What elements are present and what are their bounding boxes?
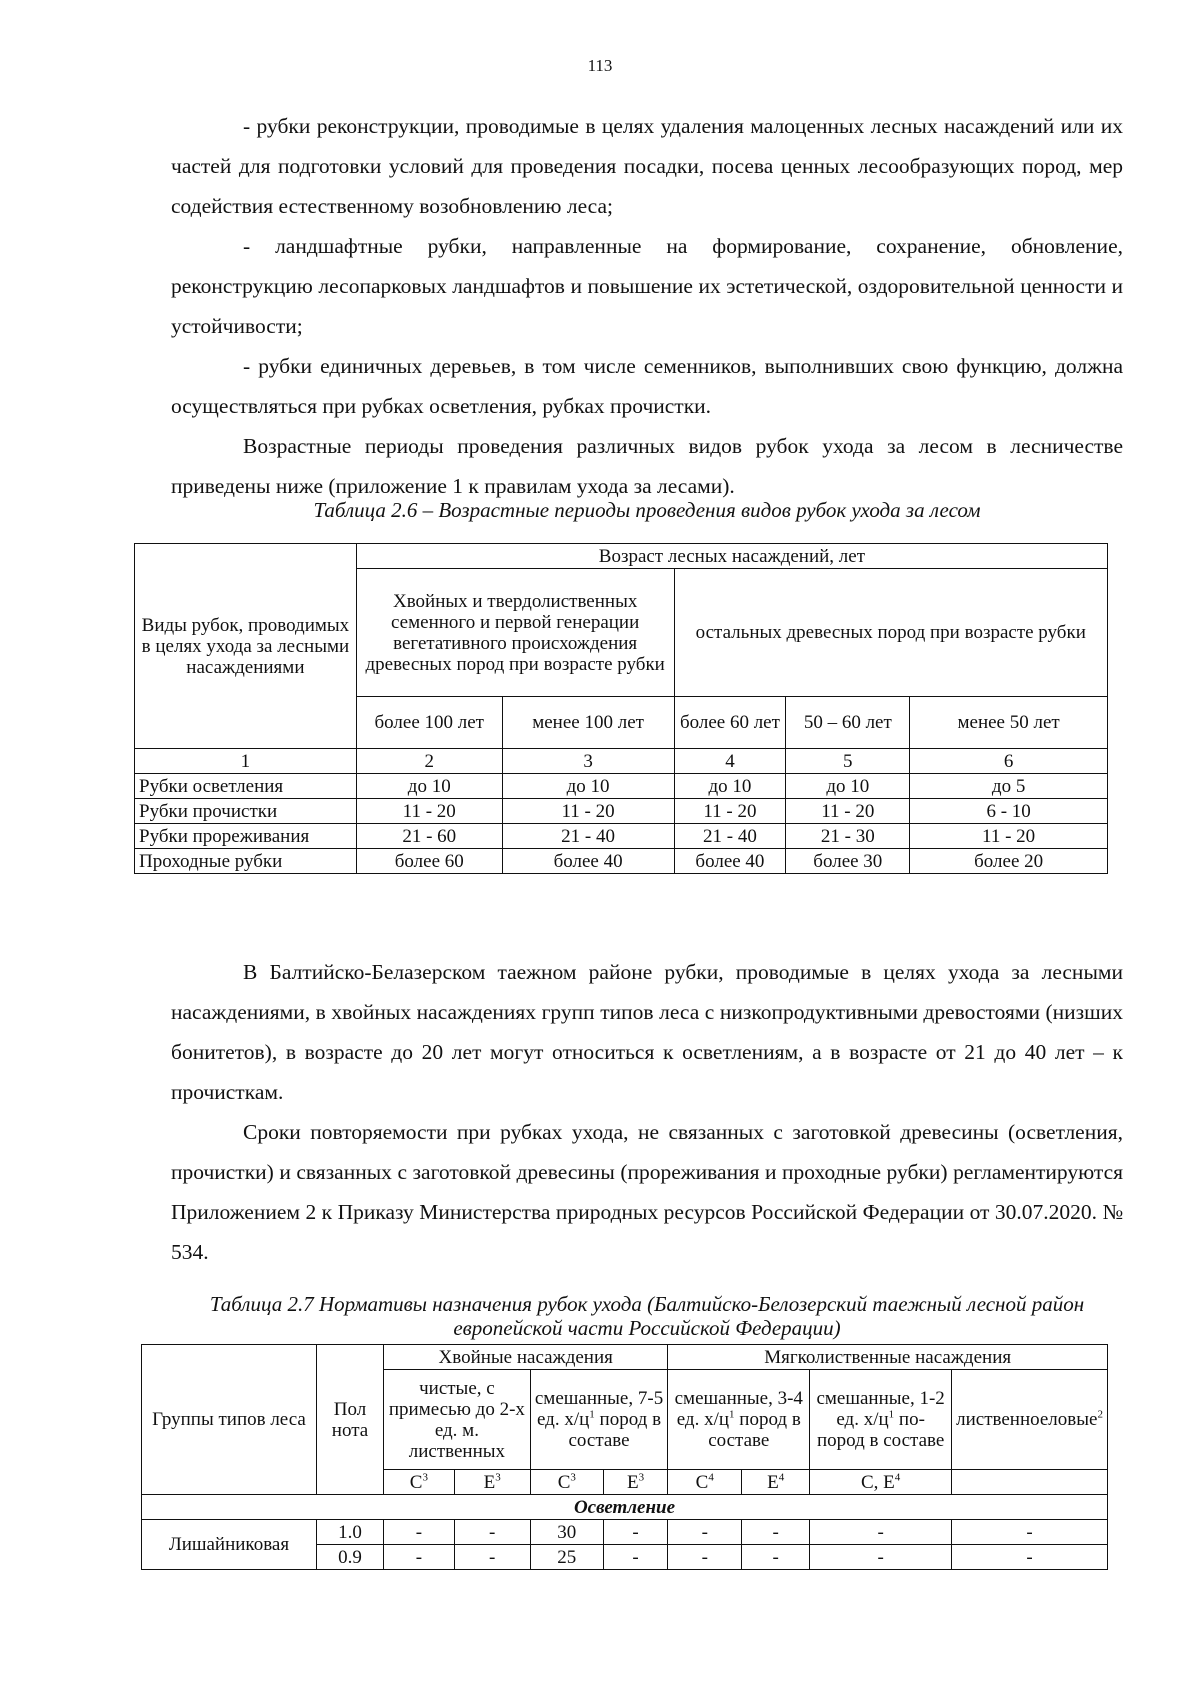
subheader: менее 100 лет xyxy=(502,697,674,749)
row-label: Рубки прочистки xyxy=(135,799,357,824)
subheader: более 60 лет xyxy=(674,697,786,749)
table-row xyxy=(135,774,1108,799)
header-age: Возраст лесных насаждений, лет xyxy=(356,544,1107,569)
paragraph: - ландшафтные рубки, направленные на формирование, сохранение, обновление, реконструкцию лесопарковых ландшафтов и повышение их эстетической, оздоровительной ценности и устойчивости; xyxy=(171,234,1123,338)
column-number: 3 xyxy=(502,749,674,774)
header-softwood: Мягколиственные насаждения xyxy=(668,1345,1108,1370)
species-label: $С^3$ xyxy=(530,1470,603,1495)
cell: - xyxy=(384,1545,455,1570)
paragraph: - рубки реконструкции, проводимые в целях удаления малоценных лесных насаждений или их частей для подготовки условий для проведения посадки, посева ценных лесообразующих пород, мер содействия естественному возобновлению леса; xyxy=(171,114,1123,218)
header-forest-groups: Группы типов леса xyxy=(142,1345,317,1495)
cell: до 10 xyxy=(786,774,910,799)
cell: 11 - 20 xyxy=(786,799,910,824)
table-row xyxy=(135,824,1108,849)
species-label: $С^4$ xyxy=(668,1470,742,1495)
table-age-periods xyxy=(134,543,1108,874)
column-number-row xyxy=(135,749,1108,774)
cell: 21 - 30 xyxy=(786,824,910,849)
cell: 6 - 10 xyxy=(910,799,1108,824)
cell: до 5 xyxy=(910,774,1108,799)
cell: 0.9 xyxy=(316,1545,383,1570)
header-mixed-3-4: смешанные, 3-4 ед. $х/ц^1$ пород в составе xyxy=(668,1370,810,1470)
header-density: Пол нота xyxy=(316,1345,383,1495)
header-deciduous-spruce: лиственноеловые$^2$ xyxy=(952,1370,1108,1470)
column-number: 6 xyxy=(910,749,1108,774)
cell: - xyxy=(742,1520,810,1545)
cell: 25 xyxy=(530,1545,603,1570)
body-text-middle xyxy=(171,952,1123,1272)
cell: более 40 xyxy=(674,849,786,874)
cell: - xyxy=(668,1545,742,1570)
page-number: 113 xyxy=(587,56,613,75)
header-mixed-1-2: смешанные, 1-2 ед. $х/ц^1$ по- пород в составе xyxy=(810,1370,952,1470)
cell: - xyxy=(668,1520,742,1545)
subheader: более 100 лет xyxy=(356,697,502,749)
table-row xyxy=(135,849,1108,874)
cell: до 10 xyxy=(356,774,502,799)
header-other-species: остальных древесных пород при возрасте рубки xyxy=(674,569,1108,697)
species-label: $Е^3$ xyxy=(454,1470,530,1495)
cell: - xyxy=(810,1545,952,1570)
paragraph: В Балтийско-Белазерском таежном районе рубки, проводимые в целях ухода за лесными насаждениями, в хвойных насаждениях групп типов леса с низкопродуктивными древостоями (низших бонитетов), в возрасте до 20 лет могут относиться к осветлениям, а в возрасте от 21 до 40 лет – к прочисткам. xyxy=(171,960,1123,1104)
header-mixed-7-5: смешанные, 7-5 ед. $х/ц^1$ пород в составе xyxy=(530,1370,668,1470)
row-group-label: Лишайниковая xyxy=(142,1520,317,1570)
table-row xyxy=(135,799,1108,824)
cell: - xyxy=(454,1545,530,1570)
cell: до 10 xyxy=(502,774,674,799)
species-label: $С^3$ xyxy=(384,1470,455,1495)
species-label: С, $Е^4$ xyxy=(810,1470,952,1495)
body-text-top xyxy=(171,106,1123,506)
header-pure: чистые, с примесью до 2-х ед. м. лиственных xyxy=(384,1370,531,1470)
cell: - xyxy=(384,1520,455,1545)
species-label-empty xyxy=(952,1470,1108,1495)
cell: 11 - 20 xyxy=(674,799,786,824)
paragraph: Возрастные периоды проведения различных видов рубок ухода за лесом в лесничестве приведены ниже (приложение 1 к правилам ухода за лесами). xyxy=(171,434,1123,498)
cell: более 60 xyxy=(356,849,502,874)
subheader: 50 – 60 лет xyxy=(786,697,910,749)
header-coniferous: Хвойные насаждения xyxy=(384,1345,668,1370)
species-label: $Е^3$ xyxy=(603,1470,668,1495)
column-number: 2 xyxy=(356,749,502,774)
cell: более 40 xyxy=(502,849,674,874)
cell: 30 xyxy=(530,1520,603,1545)
cell: - xyxy=(742,1545,810,1570)
paragraph: - рубки единичных деревьев, в том числе семенников, выполнивших свою функцию, должна осуществляться при рубках осветления, рубках прочистки. xyxy=(171,354,1123,418)
table2-caption: Таблица 2.7 Нормативы назначения рубок ухода (Балтийско-Белозерский таежный лесной район европейской части Российской Федерации) xyxy=(209,1292,1085,1340)
cell: 1.0 xyxy=(316,1520,383,1545)
cell: до 10 xyxy=(674,774,786,799)
table-cutting-norms xyxy=(141,1344,1108,1570)
cell: 11 - 20 xyxy=(356,799,502,824)
cell: 11 - 20 xyxy=(502,799,674,824)
cell: 21 - 40 xyxy=(502,824,674,849)
cell: 21 - 40 xyxy=(674,824,786,849)
column-number: 5 xyxy=(786,749,910,774)
cell: - xyxy=(952,1520,1108,1545)
cell: - xyxy=(810,1520,952,1545)
column-number: 1 xyxy=(135,749,357,774)
cell: 21 - 60 xyxy=(356,824,502,849)
cell: - xyxy=(454,1520,530,1545)
column-number: 4 xyxy=(674,749,786,774)
cell: - xyxy=(603,1545,668,1570)
row-label: Рубки осветления xyxy=(135,774,357,799)
header-conifer: Хвойных и твердолиственных семенного и первой генерации вегетативного происхождения древесных пород при возрасте рубки xyxy=(356,569,674,697)
cell: более 20 xyxy=(910,849,1108,874)
cell: - xyxy=(952,1545,1108,1570)
subheader: менее 50 лет xyxy=(910,697,1108,749)
header-cut-types: Виды рубок, проводимых в целях ухода за лесными насаждениями xyxy=(135,544,357,749)
row-label: Проходные рубки xyxy=(135,849,357,874)
section-header: Осветление xyxy=(142,1495,1108,1520)
table-row xyxy=(142,1520,1108,1545)
cell: - xyxy=(603,1520,668,1545)
table1-caption: Таблица 2.6 – Возрастные периоды проведения видов рубок ухода за лесом xyxy=(313,498,981,522)
row-label: Рубки прореживания xyxy=(135,824,357,849)
cell: 11 - 20 xyxy=(910,824,1108,849)
cell: более 30 xyxy=(786,849,910,874)
paragraph: Сроки повторяемости при рубках ухода, не связанных с заготовкой древесины (осветления, прочистки) и связанных с заготовкой древесины (прореживания и проходные рубки) регламентируются Приложением 2 к Приказу Министерства природных ресурсов Российской Федерации от 30.07.2020. № 534. xyxy=(171,1120,1123,1264)
species-label: $Е^4$ xyxy=(742,1470,810,1495)
